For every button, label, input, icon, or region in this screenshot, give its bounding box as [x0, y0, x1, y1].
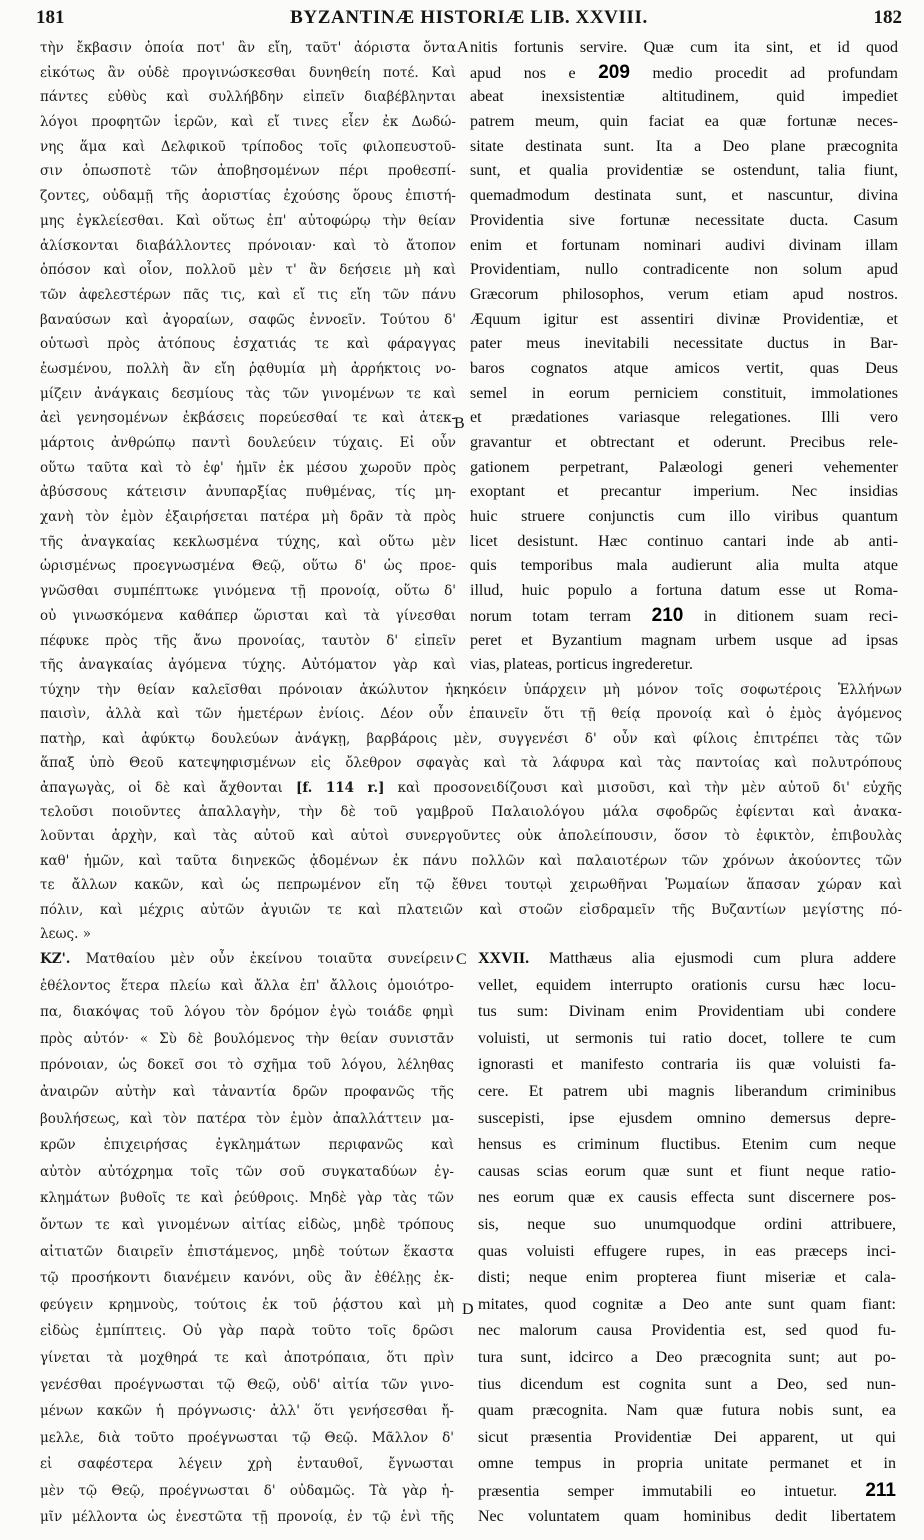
- text-line: sunt, et qualia providentiæ se ostendunt, talia fiunt,: [470, 162, 898, 180]
- text-line: nec malorum causa Providentia est, sed quod fu-: [478, 1322, 896, 1340]
- chapter-reference: ΚΖ'.: [40, 951, 71, 967]
- text-line: εἰκότως ἂν οὐδὲ προγινώσκεσθαι δυνηθείη ποτέ. Καὶ: [40, 64, 456, 81]
- text-line: omne tempus in propria unitate permanet et in: [478, 1455, 896, 1473]
- text-line: causas scias eorum quæ sunt et fiunt neque ratio-: [478, 1162, 896, 1180]
- text-line: ἀβύσσους κάτεισιν ἀνυπαρξίας πυθμένας, τίς μη-: [40, 484, 456, 501]
- text-line: enim et fortunam nominari audivi divinam illam: [470, 236, 898, 254]
- chapter-reference: XXVII.: [478, 950, 530, 967]
- text-line: αἰτιατῶν διαιρεῖν ἐπιστάμενος, μηδὲ τούτων ἕκαστα: [40, 1243, 454, 1260]
- text-line: κλημάτων βυθοῖς τε καὶ ῥεύθροις. Μηδὲ γὰρ τὰς τῶν: [40, 1190, 454, 1207]
- text-line: πατὴρ, καὶ ἀφύκτῳ δουλεύων ἀνάγκῃ, βαρβάροις μὲν, συγγενέσι δ' οὖν καὶ φίλοις ἐπιτρέπει τὰς τῶν: [40, 730, 902, 747]
- text-line: οὐ γινωσκόμενα καθάπερ ὥρισται καὶ τὰ γίνεσθαι: [40, 607, 456, 624]
- text-segment: Matthæus alia ejusmodi cum plura addere: [529, 950, 896, 967]
- text-line: τῆς ἀναγκαίας ἀγόμενα τύχης. Αὐτόματον γὰρ καὶ: [40, 657, 456, 674]
- text-line: Providentia sive fortunæ necessitate ducta. Casum: [470, 211, 898, 229]
- latin-column-top: [470, 36, 898, 678]
- text-line: cere. Et patrem ubi magnis liberandum criminibus: [478, 1082, 896, 1100]
- text-line: Æquum igitur est assentiri divinæ Providentiæ, et: [470, 310, 898, 328]
- text-line: γίνεται τὰ μοχθηρά τε καὶ ἀποτρόπαια, ὅτι πρὶν: [40, 1349, 454, 1366]
- text-line: quis temporibus mala audierunt alia multa atque: [470, 557, 898, 575]
- text-line: [478, 946, 896, 973]
- text-line: πρόνοιαν, ὡς δοκεῖ σοι τὸ σχῆμα τοῦ λόγου, λέληθας: [40, 1057, 454, 1074]
- text-line: abeat inexsistentiæ altitudinem, quid impediet: [470, 88, 898, 106]
- text-line: sis, neque suo unumquodque ordini attribuere,: [478, 1215, 896, 1233]
- text-line: σιν ὁπωσποτὲ τῶν ἀποβησομένων πέρι προθεσπί-: [40, 163, 456, 180]
- text-line: ὄντων τε καὶ γινομένων αἰτίας εἰδὼς, μηδὲ τρόπους: [40, 1216, 454, 1233]
- text-segment: Ματθαίου μὲν οὖν ἐκείνου τοιαῦτα συνείρειν: [70, 951, 454, 967]
- text-line: tius dicendum est cognita sunt a Deo, sed nun-: [478, 1375, 896, 1393]
- text-line: βουλήσεως, καὶ τὸν πατέρα τὸν ἐμὸν ἀπαλλάττειν μα-: [40, 1110, 454, 1127]
- text-segment: in ditionem suam reci-: [683, 607, 898, 625]
- text-line: μίζειν ἀνάγκαις δεσμίους τὰς τῶν γινομένων τε καὶ: [40, 385, 456, 402]
- text-line: ὁπόσον καὶ οἷον, πολλοῦ μὲν τ' ἂν δεήσειε μὴ καὶ: [40, 262, 456, 279]
- text-line: Nec voluntatem quam hominibus dedit libertatem: [478, 1508, 896, 1526]
- marker-reference: 211: [865, 1479, 896, 1501]
- page-number-right: 182: [873, 7, 902, 28]
- text-line: quemadmodum destinata sunt, et nascuntur, divina: [470, 187, 898, 205]
- text-line: μάρτοις ἀνθρώπῳ παντὶ δουλεύειν τύχαις. Εἰ οὖν: [40, 435, 456, 451]
- text-line: λοῦνται ἀρχὴν, καὶ τὰς αὐτοῦ καὶ αὐτοὶ συνεργοῦντες οὐκ ἀπολείπουσιν, ὅσον τὸ ἐφικτὸν, ἐπιβουλὰς: [40, 828, 902, 845]
- greek-column-top: [40, 36, 456, 678]
- text-line: ignorasti et manifesto contraria iis quæ voluisti fa-: [478, 1056, 896, 1074]
- text-line: κρῶν ἐπιχειρήσας ἐγκλημάτων περιφανῶς καὶ: [40, 1137, 454, 1154]
- text-line: [470, 61, 898, 86]
- text-line: τὴν ἔκβασιν ὁποία ποτ' ἂν εἴη, ταῦτ' ἀόριστα ὄντα: [40, 40, 456, 56]
- text-line: πα, διακόψας τοῦ λόγου τὸν δρόμον ἐγὼ τοιάδε φημὶ: [40, 1004, 454, 1021]
- margin-letter-c: C: [456, 951, 467, 968]
- text-line: ἀναιρῶν αὐτὴν καὶ τἀναντία δρῶν προφανῶς τῆς: [40, 1083, 454, 1100]
- text-line: τύχην τὴν θείαν καλεῖσθαι πρόνοιαν ἀκώλυτον ἠκηκόειν ὑπάρχειν μὴ μόνον τοῖς σοφωτέροις Ἑλλήνων: [40, 682, 902, 698]
- text-line: suscepisti, ipse ejusdem omnino demersus depre-: [478, 1109, 896, 1127]
- text-line: voluisti, ut sermonis tui ratio docet, tollere te cum: [478, 1029, 896, 1047]
- text-line: Græcorum philosophos, verum etiam apud nostros.: [470, 285, 898, 303]
- folio-reference: [f. 114 r.]: [295, 779, 385, 796]
- text-line: γνῶσθαι συμπέπτωκε γινόμενα τῇ προνοίᾳ, οὕτω δ': [40, 583, 456, 600]
- text-line: Providentiam, nullo contradicente non solum apud: [470, 261, 898, 279]
- text-line: pater meus inevitabili necessitate ductus in Bar-: [470, 335, 898, 353]
- text-line: quas voluisti effugere rupes, in eas præceps inci-: [478, 1242, 896, 1260]
- text-line: μένων κακῶν ἡ πρόγνωσις· ἀλλ' ὅτι γενήσεσθαι ἤ-: [40, 1403, 454, 1420]
- text-line: exoptant et precantur imperium. Nec insidias: [470, 483, 898, 501]
- text-line: quam præcognita. Nam quæ futura nobis sunt, ea: [478, 1402, 896, 1420]
- text-line: ἁλίσκονται διαβάλλοντες πρόνοιαν· καὶ τὸ ἄτοπον: [40, 237, 456, 254]
- text-line: οὑτωσὶ πρὸς ἀτόπους ἐσχατιάς τε καὶ φάραγγας: [40, 336, 456, 353]
- text-line: πάντες εὐθὺς καὶ συλλήβδην εἰπεῖν διαβέβληνται: [40, 89, 456, 106]
- text-line: μῖν μέλλοντα ὡς ἐνεστῶτα τῇ προνοίᾳ, ἐν τῷ ἑνὶ τῆς: [40, 1509, 454, 1526]
- text-line: gravantur et obtrectant et oderunt. Precibus rele-: [470, 434, 898, 451]
- text-line: παισὶν, ἀλλὰ καὶ τῶν ἡμετέρων ἐνίοις. Δέον οὖν ἐπαινεῖν ὅτι τῇ θείᾳ προνοίᾳ καὶ ὁ ἐμὸς ἀγόμενος: [40, 706, 902, 723]
- margin-letter-b: B: [454, 415, 465, 432]
- text-line: μελλε, διὰ τοῦτο προέγνωσται τῷ Θεῷ. Μᾶλλον δ': [40, 1429, 454, 1446]
- greek-full-width-paragraph: [40, 678, 902, 946]
- text-line: λόγοι προφητῶν ἱερῶν, καὶ εἴ τινες εἶεν ἐκ Δωδώ-: [40, 114, 456, 131]
- text-line: εἰ σαφέστερα λέγειν χρὴ ἐνταυθοῖ, ἔγνωσται: [40, 1456, 454, 1473]
- text-line: [40, 776, 902, 800]
- text-line: patrem meum, quin faciat ea quæ fortunæ neces-: [470, 113, 898, 131]
- text-line: nitis fortunis servire. Quæ cum ita sint, et id quod: [470, 39, 898, 56]
- text-line: ἀεὶ γενησομένων ἐκβάσεις πορεύεσθαί τε καὶ ἀτεκ-: [40, 410, 456, 427]
- text-line: φεύγειν κρημνοὺς, τούτοις ἐκ τοῦ ῥᾴστου καὶ μὴ: [40, 1296, 454, 1313]
- text-line: disti; neque enim propterea fiunt miseriæ et cala-: [478, 1269, 896, 1287]
- text-line: τῆς ἀναγκαίας κεκλωσμένα τύχης, καὶ οὕτω μὲν: [40, 533, 456, 550]
- text-line: licet desistunt. Hæc continuo cantari inde ab anti-: [470, 532, 898, 550]
- text-line: οὕτω ταῦτα καὶ τὸ ἐφ' ἡμῖν ἐκ μέσου χωροῦν πρὸς: [40, 459, 456, 476]
- text-line: πόλιν, καὶ μέχρις αὐτῶν ἀγυιῶν τε καὶ πλατειῶν καὶ στοῶν εἰσδραμεῖν τῆς Βυζαντίων μεγίστης πό-: [40, 901, 902, 918]
- text-line: ἐθέλοντος ἕτερα πλείω καὶ ἄλλα ἐπ' ἄλλοις ὁμοιότρο-: [40, 977, 454, 994]
- text-line: τελοῦσι ποιοῦντες ἀπαλλαγὴν, τὴν δὲ τοῦ γαμβροῦ Παλαιολόγου μάλα σφοδρῶς ἐφίενται καὶ ἀνακα-: [40, 803, 902, 820]
- text-line: χανὴ τὸν ἐμὸν ἐξαιρήσεται πατέρα μὴ δρᾶν τὰ πρὸς: [40, 509, 456, 526]
- text-line: ζοντες, οὐδαμῇ τῆς ἀοριστίας ἐχούσης ὅρους ἐπιστή-: [40, 188, 456, 205]
- marker-reference: 209: [598, 61, 630, 83]
- running-header: [36, 4, 902, 32]
- text-segment: norum totam terram: [470, 607, 652, 625]
- text-line: πρὸς αὐτόν· « Σὺ δὲ βουλόμενος τὴν θείαν συνιστᾶν: [40, 1030, 454, 1047]
- text-line: mitates, quod cognitæ a Deo ante sunt quam fiant:: [478, 1295, 896, 1313]
- text-line: ἐωσμένου, πολλὴ ἂν εἴη ῥᾳθυμία μὴ ἀρρήκτοις νο-: [40, 360, 456, 377]
- text-line: εἰδὼς ἐμπίπτεις. Οὐ γὰρ παρὰ τοῦτο τοῖς δρῶσι: [40, 1323, 454, 1340]
- margin-letter-a: A: [457, 39, 469, 56]
- text-line: vellet, equidem interrupto orationis cursu hæc locu-: [478, 976, 896, 994]
- text-line: μὲν τῷ Θεῷ, προέγνωσται δ' οὐδαμῶς. Τὰ γὰρ ἡ-: [40, 1482, 454, 1499]
- text-line: sitate destinata sunt. Ita a Deo plane præcognita: [470, 137, 898, 155]
- text-segment: καὶ προσονειδίζουσι καὶ μισοῦσι, καὶ τὴν μὲν αὐτοῦ δι' εὐχῆς: [384, 779, 902, 796]
- text-line: sicut præsentia Providentiæ Dei apparent, ut qui: [478, 1428, 896, 1446]
- text-segment: ἀπαγωγὰς, οἱ δὲ καὶ ἄχθονται: [40, 779, 296, 796]
- latin-column-bottom: [478, 946, 896, 1531]
- text-line: tus sum: Divinam enim Providentiam ubi condere: [478, 1003, 896, 1021]
- text-line: ἅπαξ ὑπὸ Θεοῦ κατεψηφισμένων εἰς ὄλεθρον σφαγὰς καὶ τὰ λάφυρα καὶ τὰς παντοίας καὶ πολυτρόπους: [40, 755, 902, 772]
- text-line: vias, plateas, porticus ingrederetur.: [470, 656, 694, 674]
- margin-letter-d: D: [462, 1301, 474, 1318]
- text-line: semel in eorum perniciem constituit, immolationes: [470, 384, 898, 402]
- text-line: hensus es criminum fluctibus. Etenim cum neque: [478, 1136, 896, 1154]
- text-line: καθ' ἡμῶν, καὶ ταῦτα διηνεκῶς ᾀδομένων ἐκ πάνυ πολλῶν καὶ παλαιοτέρων τῶν χρόνων ἀκούοντες τῶν: [40, 852, 902, 869]
- text-line: et prædationes variasque relegationes. Illi vero: [470, 409, 898, 427]
- page-number-left: 181: [36, 7, 65, 28]
- text-line: μης ἐγκλείεσθαι. Καὶ οὕτως ἐπ' αὐτοφώρῳ τὴν θείαν: [40, 212, 456, 229]
- text-line: [40, 946, 454, 973]
- running-title: BYZANTINÆ HISTORIÆ LIB. XXVIII.: [290, 7, 648, 28]
- text-line: illud, huic populo a fortuna datum esse ut Roma-: [470, 582, 898, 600]
- text-line: baros cognatos atque amicos vertit, quas Deus: [470, 359, 898, 377]
- text-line: γενέσθαι προέγνωσται τῷ Θεῷ, οὐδ' αἰτία τῶν γινο-: [40, 1376, 454, 1393]
- text-line: τε ἄλλων κακῶν, καὶ ὡς πεπρωμένον εἴη τῷ ἔθνει τουτῳὶ χειρωθῆναι Ῥωμαίων ἅπασαν χώραν καὶ: [40, 877, 902, 894]
- text-line: αὐτὸν αὐτόχρημα τοῖς τῶν σοῦ συγκαταδύων ἐγ-: [40, 1163, 454, 1180]
- text-line: πέφυκε πρὸς τῆς ἄνω προνοίας, ταυτὸν δ' εἰπεῖν: [40, 632, 456, 649]
- text-line: gationem perpetrant, Palæologi generi vehementer: [470, 458, 898, 476]
- text-line: ὡρισμένως προεγνωσμένα Θεῷ, οὕτω δ' ὡς προε-: [40, 558, 456, 575]
- marker-reference: 210: [651, 604, 684, 626]
- text-line: huic struere conjunctis cum illo viribus quantum: [470, 508, 898, 526]
- text-line: λεως. »: [40, 925, 91, 942]
- text-segment: medio procedit ad profundam: [629, 64, 898, 82]
- text-line: βαναύσων καὶ ἀγοραίων, σαφῶς ἐννοεῖν. Τούτου δ': [40, 311, 456, 328]
- text-line: νης ἅμα καὶ Δελφικοῦ τρίποδος τοῖς φιλοπευστοῦ-: [40, 138, 456, 155]
- greek-column-bottom: [40, 946, 454, 1531]
- text-line: peret et Byzantium magnam urbem usque ad ipsas: [470, 631, 898, 649]
- text-segment: apud nos e: [470, 64, 599, 82]
- text-line: τῶν ἀφελεστέρων πᾶς τις, καὶ εἴ τις εἴη τῶν πάνυ: [40, 286, 456, 303]
- text-line: τῷ προσήκοντι διανέμειν κανόνι, οὓς ἂν ἐθέλῃς ἐκ-: [40, 1270, 454, 1287]
- text-line: [470, 604, 898, 629]
- text-line: [478, 1478, 896, 1505]
- text-line: nes eorum quæ ex causis effecta sunt discernere pos-: [478, 1189, 896, 1207]
- text-line: tura sunt, idcirco a Deo præcognita sunt; aut po-: [478, 1348, 896, 1366]
- text-segment: præsentia semper immutabili eo intuetur.: [478, 1482, 866, 1500]
